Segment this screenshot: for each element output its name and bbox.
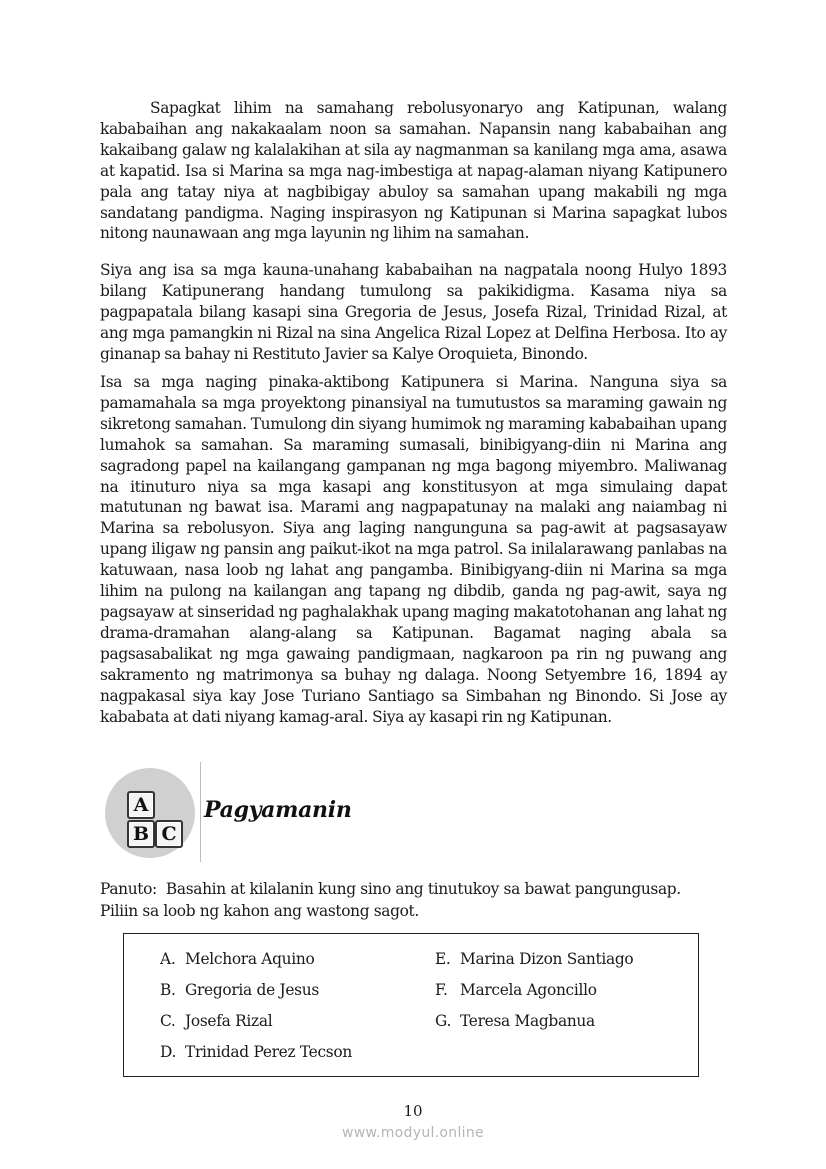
section-title: Pagyamanin bbox=[204, 797, 352, 823]
choice-letter: D. bbox=[160, 1043, 177, 1061]
watermark: www.modyul.online bbox=[342, 1125, 484, 1141]
choice-item bbox=[160, 1012, 272, 1030]
block-a: A bbox=[127, 791, 155, 819]
choice-letter: E. bbox=[435, 950, 451, 968]
choice-item bbox=[435, 950, 633, 968]
page-number: 10 bbox=[403, 1102, 423, 1120]
abc-blocks-icon bbox=[105, 768, 195, 858]
choice-name: Marcela Agoncillo bbox=[460, 981, 597, 999]
section-header bbox=[100, 760, 400, 864]
block-b: B bbox=[127, 820, 155, 848]
section-divider bbox=[200, 762, 201, 862]
choice-letter: C. bbox=[160, 1012, 176, 1030]
paragraph-2: Siya ang isa sa mga kauna-unahang kababaihan na nagpatala noong Hulyo 1893 bilang Katipunerang handang tumulong sa pakikidigma. Kasama niya sa pagpapatala bilang kasapi sina Gregoria de Jesus, Josefa Rizal, Trinidad Rizal, at ang mga pamangkin ni Rizal na sina Angelica Rizal Lopez at Delfina Herbosa. Ito ay ginanap sa bahay ni Restituto Javier sa Kalye Oroquieta, Binondo. bbox=[100, 261, 727, 363]
choice-item bbox=[160, 1043, 352, 1061]
choices-box bbox=[123, 933, 699, 1077]
instructions-line-1: Panuto: Basahin at kilalanin kung sino ang tinutukoy sa bawat pangungusap. bbox=[100, 880, 681, 898]
choice-name: Teresa Magbanua bbox=[460, 1012, 595, 1030]
choice-item bbox=[435, 981, 597, 999]
choice-item bbox=[160, 981, 319, 999]
choice-letter: G. bbox=[435, 1012, 452, 1030]
choice-name: Josefa Rizal bbox=[185, 1012, 273, 1030]
choice-letter: F. bbox=[435, 981, 448, 999]
choice-item bbox=[435, 1012, 595, 1030]
choice-name: Marina Dizon Santiago bbox=[460, 950, 634, 968]
choice-letter: B. bbox=[160, 981, 176, 999]
choice-letter: A. bbox=[160, 950, 176, 968]
instructions bbox=[100, 878, 740, 922]
block-c: C bbox=[155, 820, 183, 848]
instructions-line-2: Piliin sa loob ng kahon ang wastong sagot. bbox=[100, 902, 419, 920]
choice-item bbox=[160, 950, 315, 968]
choice-name: Melchora Aquino bbox=[185, 950, 315, 968]
choice-name: Gregoria de Jesus bbox=[185, 981, 319, 999]
choice-name: Trinidad Perez Tecson bbox=[185, 1043, 352, 1061]
paragraph-1: Sapagkat lihim na samahang rebolusyonaryo ang Katipunan, walang kababaihan ang nakakaalam noon sa samahan. Napansin nang kababaihan ang kakaibang galaw ng kalalakihan at sila ay nagmanman sa kanilang mga ama, asawa at kapatid. Isa si Marina sa mga nag-imbestiga at napag-alaman niyang Katipunero pala ang tatay niya at nagbibigay abuloy sa samahan upang makabili ng mga sandatang pandigma. Naging inspirasyon ng Katipunan si Marina sapagkat lubos nitong naunawaan ang mga layunin ng lihim na samahan. bbox=[100, 99, 727, 243]
paragraph-3: Isa sa mga naging pinaka-aktibong Katipunera si Marina. Nanguna siya sa pamamahala sa mga proyektong pinansiyal na tumutustos sa maraming gawain ng sikretong samahan. Tumulong din siyang humimok ng maraming kababaihan upang lumahok sa samahan. Sa maraming sumasali, binibigyang-diin ni Marina ang sagradong papel na kailangang gampanan ng mga bagong miyembro. Maliwanag na itinuturo niya sa mga kasapi ang konstitusyon at mga simulaing dapat matutunan ng bawat isa. Marami ang nagpapatunay na malaki ang naiambag ni Marina sa rebolusyon. Siya ang laging nangunguna sa pag-awit at pagsasayaw upang iligaw ng pansin ang paikut-ikot na mga patrol. Sa inilalarawang panlabas na katuwaan, nasa loob ng lahat ang pangamba. Binibigyang-diin ni Marina sa mga lihim na pulong na kailangan ang tapang ng dibdib, ganda ng pag-awit, saya ng pagsayaw at sinseridad ng paghalakhak upang maging makatotohanan ang lahat ng drama-dramahan alang-alang sa Katipunan. Bagamat naging abala sa pagsasabalikat ng mga gawaing pandigmaan, nagkaroon pa rin ng puwang ang sakramento ng matrimonya sa buhay ng dalaga. Noong Setyembre 16, 1894 ay nagpakasal siya kay Jose Turiano Santiago sa Simbahan ng Binondo. Si Jose ay kababata at dati niyang kamag-aral. Siya ay kasapi rin ng Katipunan. bbox=[100, 373, 727, 726]
